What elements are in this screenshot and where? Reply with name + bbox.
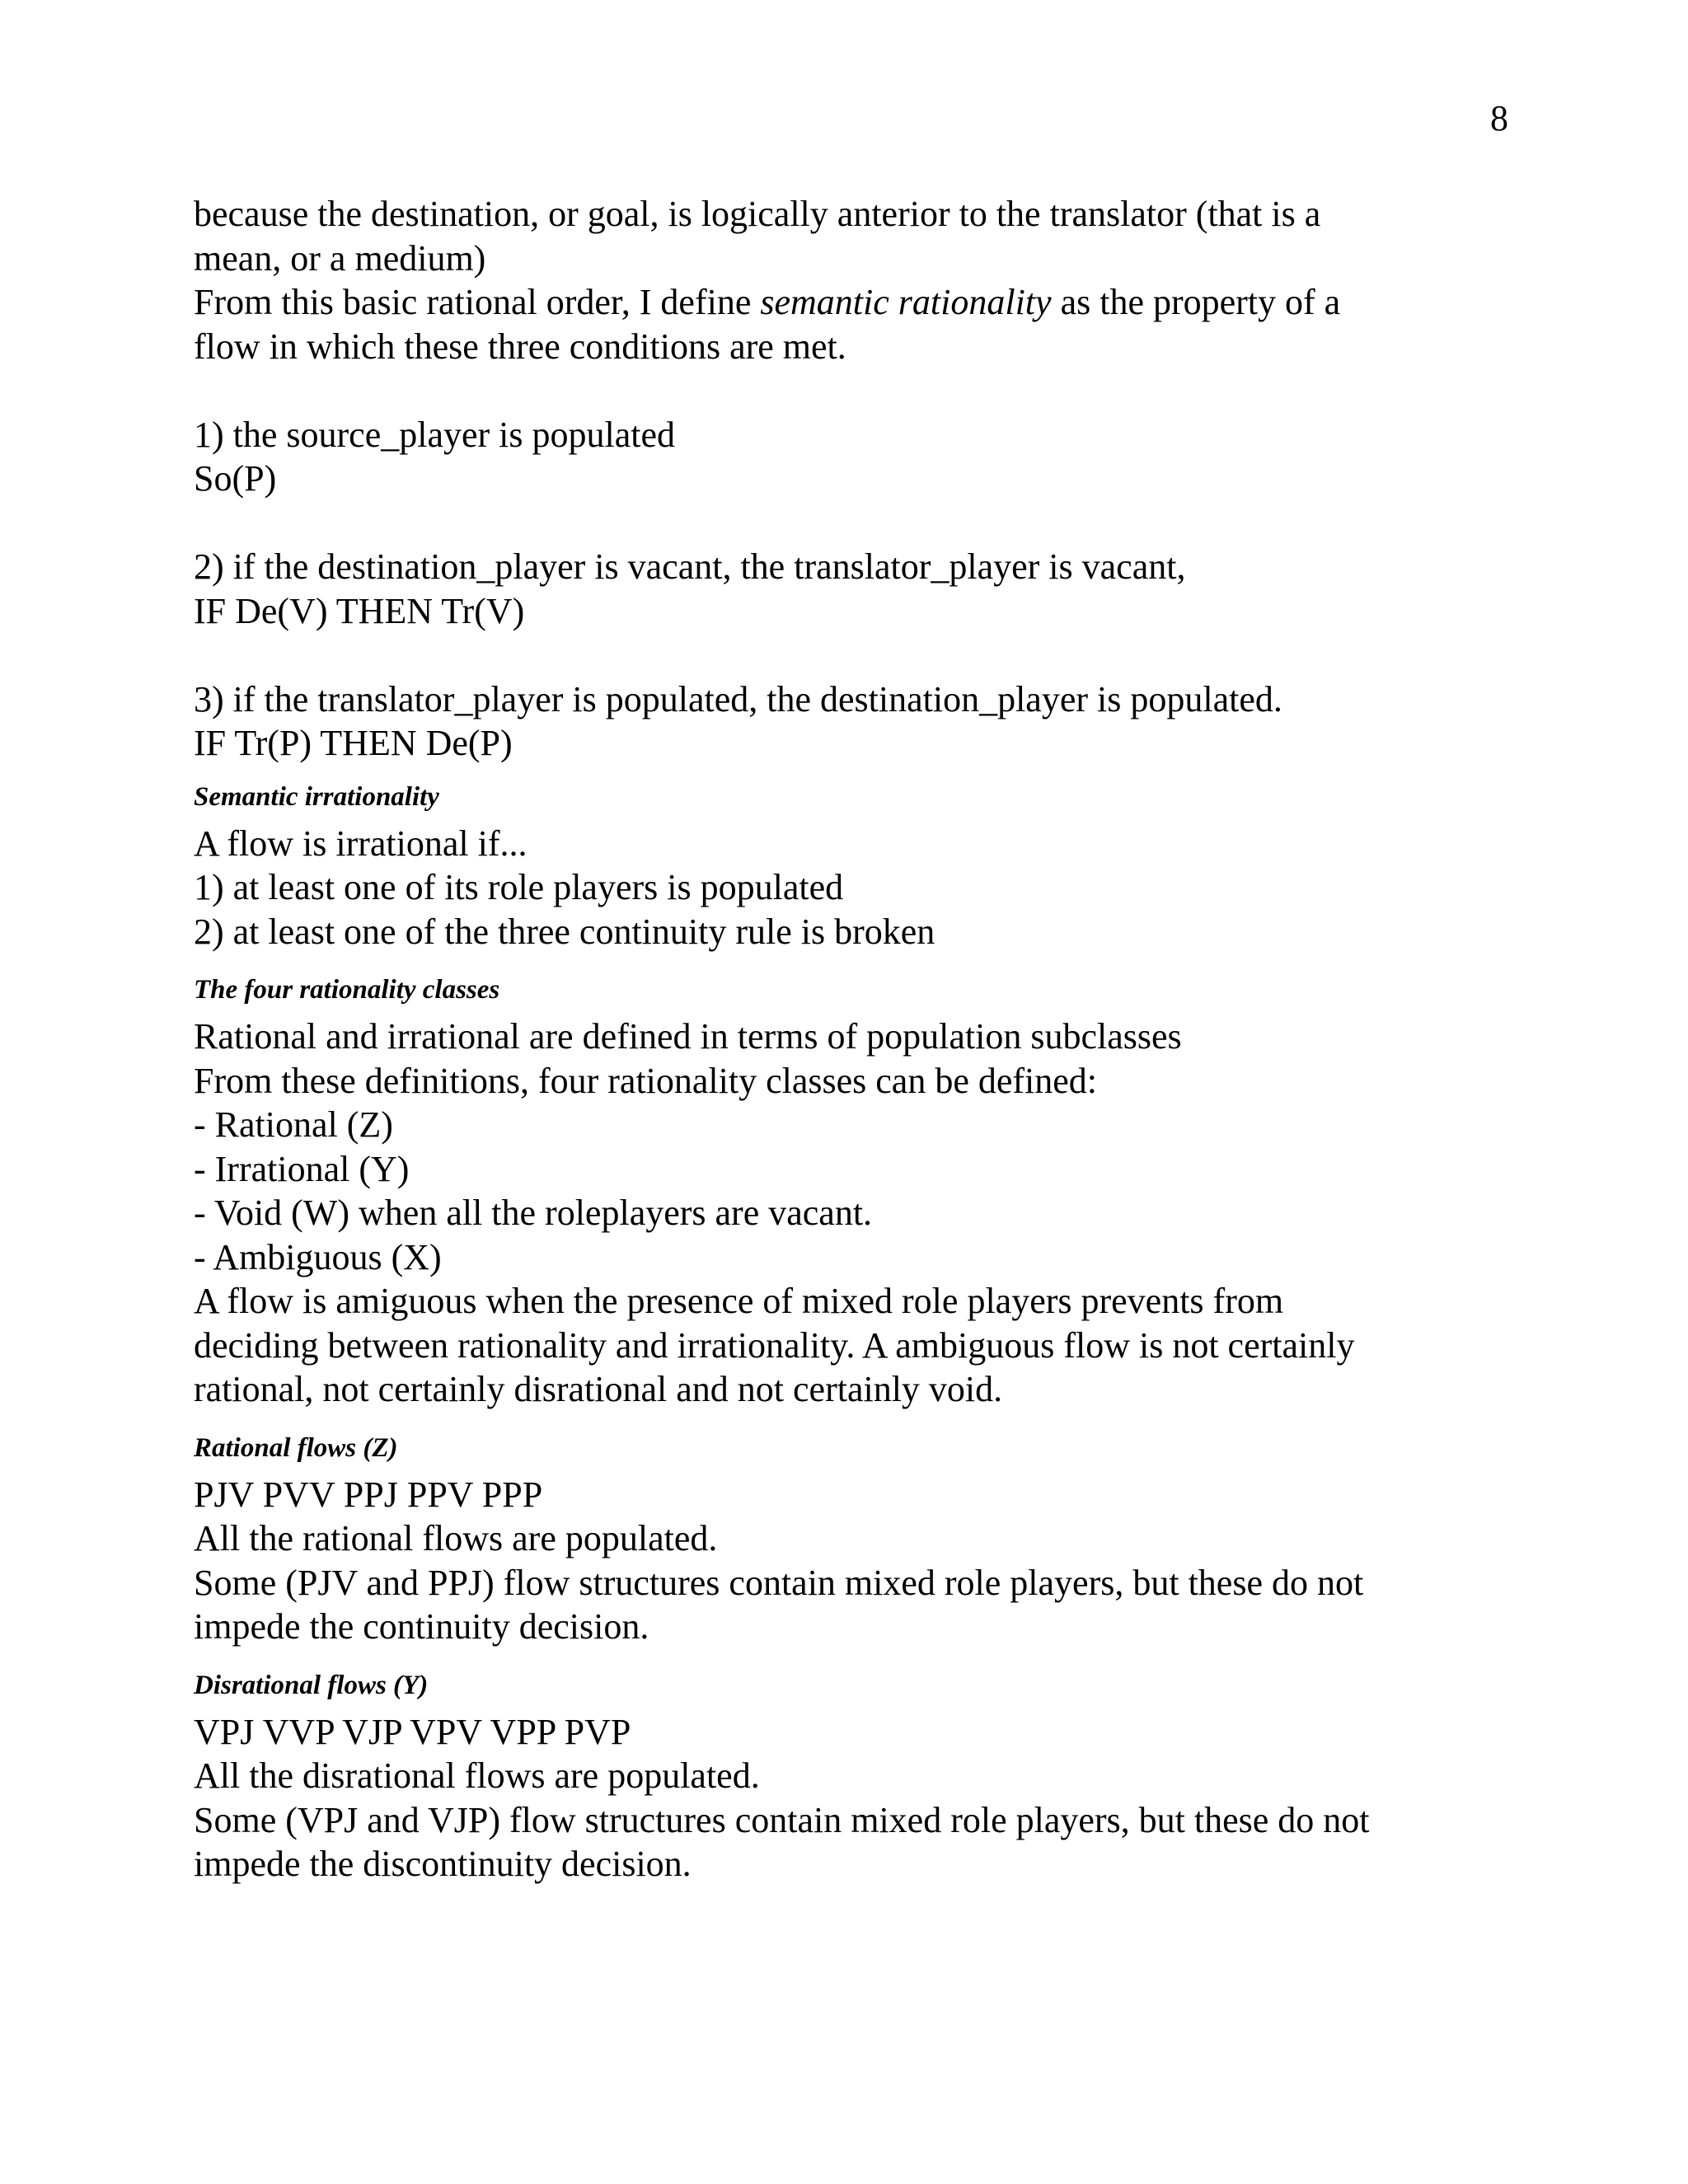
classes-line: - Irrational (Y)	[194, 1148, 410, 1189]
classes-line: From these definitions, four rationality classes can be defined:	[194, 1060, 1098, 1101]
disrational-flows-line: VPJ VVP VJP VPV VPP PVP	[194, 1711, 631, 1752]
condition-3-formula: IF Tr(P) THEN De(P)	[194, 723, 513, 763]
intro-line-3	[194, 280, 1479, 325]
condition-2-text: 2) if the destination_player is vacant, the translator_player is vacant,	[194, 546, 1186, 587]
classes-line: - Void (W) when all the roleplayers are vacant.	[194, 1193, 873, 1233]
intro-line-1: because the destination, or goal, is logically anterior to the translator (that is a	[194, 194, 1321, 234]
condition-1-formula: So(P)	[194, 458, 277, 499]
rational-flows-line: Some (PJV and PPJ) flow structures contain mixed role players, but these do not	[194, 1562, 1364, 1603]
disrational-flows-line: All the disrational flows are populated.	[194, 1755, 760, 1796]
classes-heading: The four rationality classes	[194, 975, 500, 1005]
classes-line: rational, not certainly disrational and not certainly void.	[194, 1369, 1003, 1409]
classes-line: deciding between rationality and irrationality. A ambiguous flow is not certainly	[194, 1324, 1355, 1366]
disrational-flows-heading: Disrational flows (Y)	[194, 1670, 429, 1700]
condition-2-formula: IF De(V) THEN Tr(V)	[194, 590, 525, 631]
irrationality-line: 1) at least one of its role players is populated	[194, 867, 844, 907]
disrational-flows-line: impede the discontinuity decision.	[194, 1844, 692, 1884]
disrational-flows-line: Some (VPJ and VJP) flow structures contain mixed role players, but these do not	[194, 1799, 1370, 1840]
intro-line-3-before: From this basic rational order, I define	[194, 282, 761, 322]
intro-line-3-after: as the property of a	[1051, 282, 1341, 322]
rational-flows-line: PJV PVV PPJ PPV PPP	[194, 1474, 543, 1515]
classes-line: - Ambiguous (X)	[194, 1236, 442, 1277]
semantic-rationality-term: semantic rationality	[760, 282, 1052, 322]
irrationality-line: A flow is irrational if...	[194, 823, 528, 864]
classes-line: A flow is amiguous when the presence of mixed role players prevents from	[194, 1281, 1284, 1321]
page-number: 8	[1490, 98, 1508, 138]
irrationality-line: 2) at least one of the three continuity rule is broken	[194, 911, 935, 952]
condition-3-text: 3) if the translator_player is populated, the destination_player is populated.	[194, 678, 1282, 719]
classes-line: Rational and irrational are defined in terms of population subclasses	[194, 1016, 1182, 1057]
intro-line-4: flow in which these three conditions are met.	[194, 326, 846, 367]
rational-flows-heading: Rational flows (Z)	[194, 1432, 398, 1463]
classes-line: - Rational (Z)	[194, 1104, 393, 1145]
intro-line-2: mean, or a medium)	[194, 237, 486, 279]
irrationality-heading: Semantic irrationality	[194, 781, 439, 812]
rational-flows-line: impede the continuity decision.	[194, 1606, 649, 1647]
document-body	[194, 192, 1479, 1886]
rational-flows-line: All the rational flows are populated.	[194, 1518, 718, 1558]
condition-1-text: 1) the source_player is populated	[194, 414, 676, 455]
